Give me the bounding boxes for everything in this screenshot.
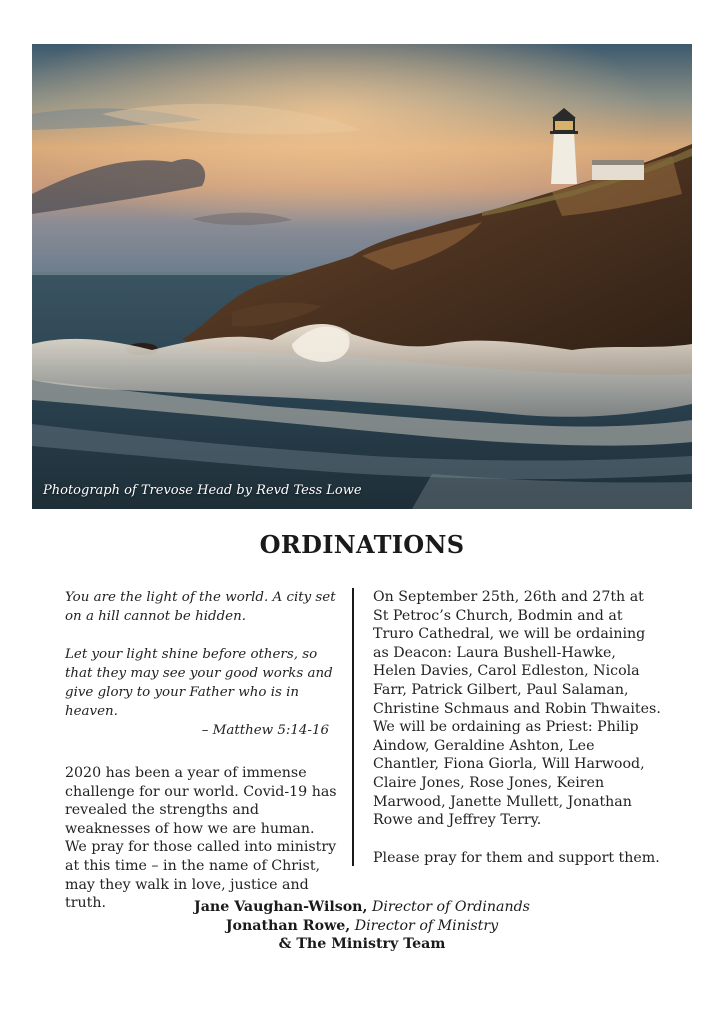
column-divider <box>352 588 354 866</box>
left-column <box>65 588 337 913</box>
right-column <box>373 588 663 867</box>
prayer-request: Please pray for them and support them. <box>373 849 660 866</box>
signature-line-2 <box>0 917 724 936</box>
signatory-name-2: Jonathan Rowe, <box>225 917 351 934</box>
trevose-head-image <box>32 44 692 509</box>
intro-paragraph: 2020 has been a year of immense challenge for our world. Covid-19 has revealed the strengths and weaknesses of how we are human. We pray for those called into ministry at this time – in the name of Christ, may they walk in love, justice and truth. <box>65 765 337 912</box>
signatory-role-1: Director of Ordinands <box>371 899 530 915</box>
signature-line-1 <box>0 898 724 917</box>
signatory-name-1: Jane Vaughan-Wilson, <box>194 899 368 915</box>
page-title: ORDINATIONS <box>259 530 465 559</box>
lighthouse-photograph <box>32 44 692 509</box>
signatory-role-2: Director of Ministry <box>354 917 499 934</box>
scripture-verse-2: Let your light shine before others, so that they may see your good works and give glory to your Father who is in heaven. <box>65 647 333 719</box>
scripture-reference: – Matthew 5:14-16 <box>201 723 329 738</box>
scripture-verse-1: You are the light of the world. A city set on a hill cannot be hidden. <box>65 590 336 624</box>
signature-block <box>0 898 724 954</box>
signatory-team: & The Ministry Team <box>278 936 446 952</box>
photo-caption: Photograph of Trevose Head by Revd Tess Lowe <box>43 483 362 498</box>
ordinations-paragraph: On September 25th, 26th and 27th at St Petroc’s Church, Bodmin and at Truro Cathedral, we will be ordaining as Deacon: Laura Bushell-Hawke, Helen Davies, Carol Edleston, Nicola Farr, Patrick Gilbert, Paul Salaman, Christine Schmaus and Robin Thwaites. We will be ordaining as Priest: Philip Aindow, Geraldine Ashton, Lee Chantler, Fiona Giorla, Will Harwood, Claire Jones, Rose Jones, Keiren Marwood, Janette Mullett, Jonathan Rowe and Jeffrey Terry. <box>373 589 661 829</box>
